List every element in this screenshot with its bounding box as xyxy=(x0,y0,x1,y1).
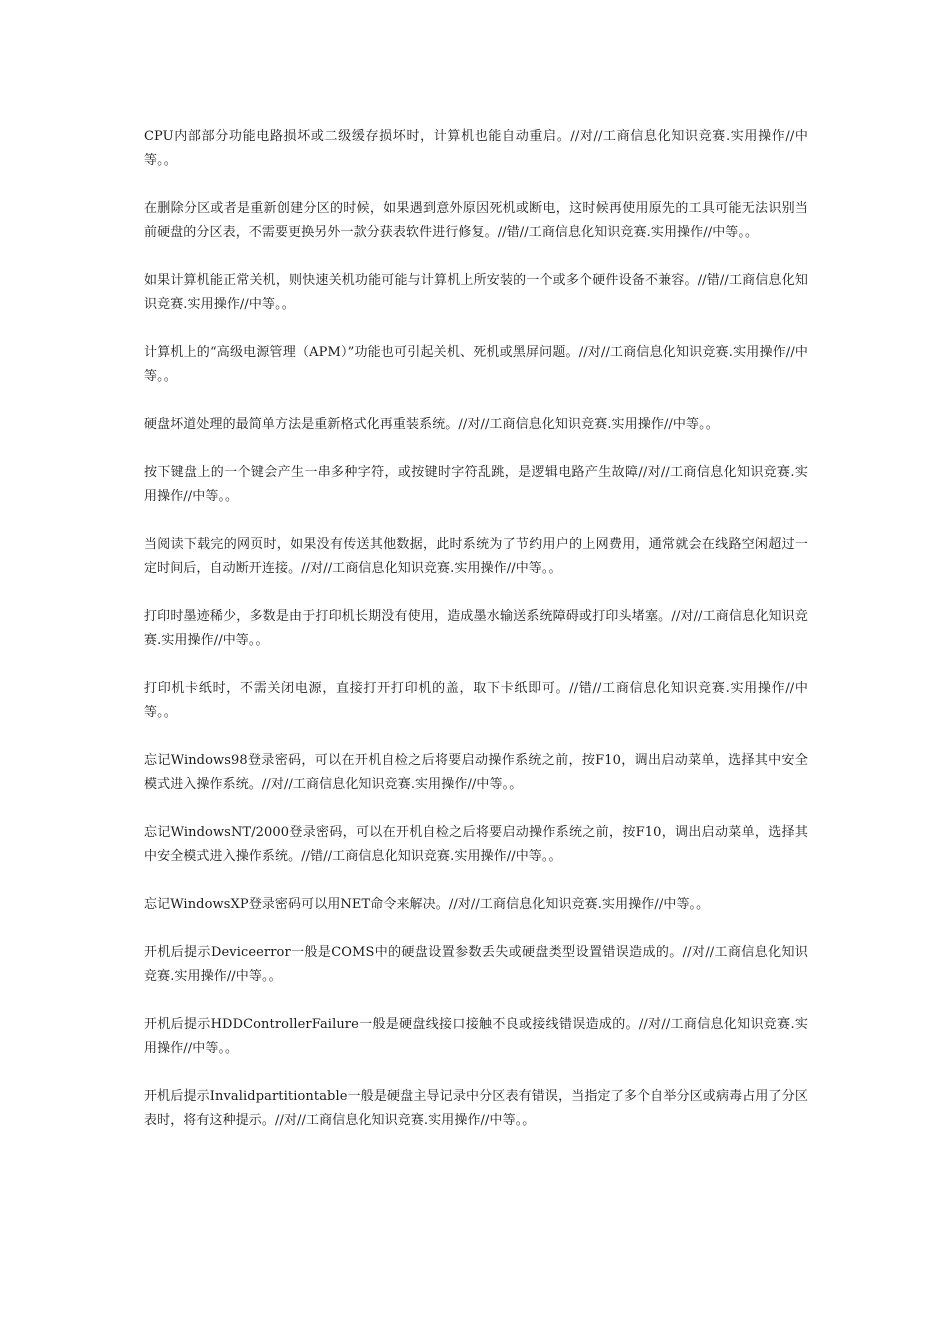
document-body xyxy=(144,125,808,1157)
paragraph-2: 在删除分区或者是重新创建分区的时候，如果遇到意外原因死机或断电，这时候再使用原先的工具可能无法识别当前硬盘的分区表，不需要更换另外一款分获表软件进行修复。//错//工商信息化知识竞赛.实用操作//中等。。 xyxy=(144,201,808,240)
paragraph-7: 当阅读下载完的网页时，如果没有传送其他数据，此时系统为了节约用户的上网费用，通常就会在线路空闲超过一定时间后，自动断开连接。//对//工商信息化知识竞赛.实用操作//中等。。 xyxy=(144,537,808,576)
paragraph-6: 按下键盘上的一个键会产生一串多种字符，或按键时字符乱跳，是逻辑电路产生故障//对//工商信息化知识竞赛.实用操作//中等。。 xyxy=(144,465,808,504)
paragraph-15: 开机后提示Invalidpartitiontable一般是硬盘主导记录中分区表有错误，当指定了多个自举分区或病毒占用了分区表时，将有这种提示。//对//工商信息化知识竞赛.实用操作//中等。。 xyxy=(144,1089,808,1128)
paragraph-12: 忘记WindowsXP登录密码可以用NET命令来解决。//对//工商信息化知识竞赛.实用操作//中等。。 xyxy=(144,897,710,912)
paragraph-4: 计算机上的“高级电源管理（APM）”功能也可引起关机、死机或黑屏问题。//对//工商信息化知识竞赛.实用操作//中等。。 xyxy=(144,345,808,384)
paragraph-9: 打印机卡纸时，不需关闭电源，直接打开打印机的盖，取下卡纸即可。//错//工商信息化知识竞赛.实用操作//中等。。 xyxy=(144,681,808,720)
paragraph-13: 开机后提示Deviceerror一般是COMS中的硬盘设置参数丢失或硬盘类型设置错误造成的。//对//工商信息化知识竞赛.实用操作//中等。。 xyxy=(144,945,808,984)
paragraph-8: 打印时墨迹稀少，多数是由于打印机长期没有使用，造成墨水输送系统障碍或打印头堵塞。//对//工商信息化知识竞赛.实用操作//中等。。 xyxy=(144,609,808,648)
paragraph-1: CPU内部部分功能电路损坏或二级缓存损坏时，计算机也能自动重启。//对//工商信息化知识竞赛.实用操作//中等。。 xyxy=(144,129,808,168)
paragraph-14: 开机后提示HDDControllerFailure一般是硬盘线接口接触不良或接线错误造成的。//对//工商信息化知识竞赛.实用操作//中等。。 xyxy=(144,1017,808,1056)
paragraph-5: 硬盘坏道处理的最简单方法是重新格式化再重装系统。//对//工商信息化知识竞赛.实用操作//中等。。 xyxy=(144,417,719,432)
paragraph-10: 忘记Windows98登录密码，可以在开机自检之后将要启动操作系统之前，按F10，调出启动菜单，选择其中安全模式进入操作系统。//对//工商信息化知识竞赛.实用操作//中等。。 xyxy=(144,753,808,792)
paragraph-3: 如果计算机能正常关机，则快速关机功能可能与计算机上所安装的一个或多个硬件设备不兼容。//错//工商信息化知识竞赛.实用操作//中等。。 xyxy=(144,273,808,312)
paragraph-11: 忘记WindowsNT/2000登录密码，可以在开机自检之后将要启动操作系统之前，按F10，调出启动菜单，选择其中安全模式进入操作系统。//错//工商信息化知识竞赛.实用操作//中等。。 xyxy=(144,825,808,864)
